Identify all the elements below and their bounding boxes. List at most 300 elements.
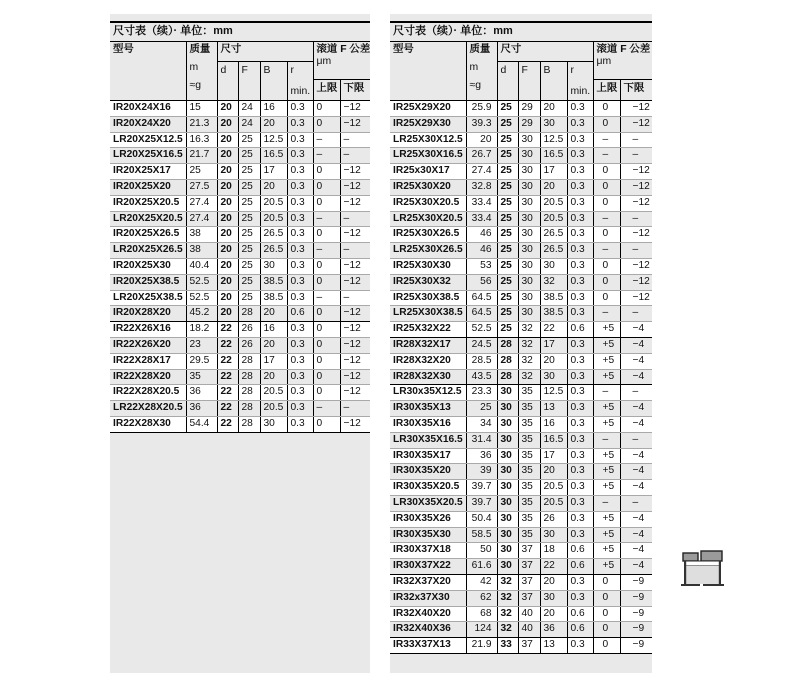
cell-d: 30 — [497, 480, 518, 496]
cell-upper: – — [593, 132, 620, 148]
cell-model: LR25X30X16.5 — [390, 148, 466, 164]
cell-B: 22 — [540, 559, 567, 575]
cell-mass: 52.5 — [186, 274, 217, 290]
cell-upper: – — [593, 243, 620, 259]
cell-F: 30 — [518, 211, 540, 227]
cell-upper: 0 — [313, 353, 340, 369]
cell-B: 13 — [540, 638, 567, 654]
cell-mass: 26.7 — [466, 148, 497, 164]
cell-upper: +5 — [593, 353, 620, 369]
cell-d: 20 — [217, 243, 238, 259]
cell-d: 25 — [497, 148, 518, 164]
cell-lower: −12 — [620, 179, 652, 195]
cell-lower: −12 — [340, 164, 370, 180]
table-row — [110, 322, 370, 338]
cell-r: 0.3 — [567, 495, 593, 511]
header-d: d — [217, 62, 238, 101]
cell-B: 20.5 — [540, 195, 567, 211]
cell-model: IR32x37X30 — [390, 590, 466, 606]
cell-r: 0.3 — [287, 401, 313, 417]
cell-F: 30 — [518, 243, 540, 259]
header-mass-grams: ≈g — [469, 80, 481, 91]
left-dimension-table — [110, 42, 370, 433]
cell-F: 37 — [518, 638, 540, 654]
cell-d: 22 — [217, 369, 238, 385]
cell-upper: – — [313, 211, 340, 227]
header-tolerance-unit: μm — [596, 56, 612, 67]
cell-upper: +5 — [593, 480, 620, 496]
cell-F: 40 — [518, 622, 540, 638]
table-row — [390, 101, 652, 117]
header-F: F — [238, 62, 260, 101]
table-row — [110, 101, 370, 117]
cell-model: IR20X25X38.5 — [110, 274, 186, 290]
cell-r: 0.3 — [567, 480, 593, 496]
cell-model: LR25X30X12.5 — [390, 132, 466, 148]
cell-F: 32 — [518, 337, 540, 353]
header-r — [567, 62, 593, 101]
cell-upper: +5 — [593, 337, 620, 353]
header-mass-label: 质量 — [469, 44, 491, 55]
cell-lower: −12 — [340, 227, 370, 243]
table-row — [390, 290, 652, 306]
cell-upper: +5 — [593, 559, 620, 575]
cell-mass: 42 — [466, 574, 497, 590]
cell-d: 30 — [497, 464, 518, 480]
cell-model: IR25X32X22 — [390, 322, 466, 338]
header-tolerance — [313, 42, 370, 80]
cell-model: LR22X28X20.5 — [110, 401, 186, 417]
cell-d: 30 — [497, 543, 518, 559]
cell-d: 20 — [217, 116, 238, 132]
cell-B: 38.5 — [540, 290, 567, 306]
cell-lower: −4 — [620, 480, 652, 496]
cell-upper: 0 — [593, 116, 620, 132]
cell-lower: – — [340, 211, 370, 227]
cell-upper: – — [313, 290, 340, 306]
cell-F: 35 — [518, 464, 540, 480]
cell-lower: −12 — [620, 101, 652, 117]
cell-mass: 54.4 — [186, 416, 217, 432]
cell-model: IR25X30X26.5 — [390, 227, 466, 243]
table-row — [390, 527, 652, 543]
cell-mass: 24.5 — [466, 337, 497, 353]
cell-r: 0.3 — [287, 132, 313, 148]
cell-model: IR20X25X17 — [110, 164, 186, 180]
cell-model: IR20X25X20.5 — [110, 195, 186, 211]
table-row — [390, 274, 652, 290]
header-r-label: r — [570, 65, 574, 76]
cell-model: IR32X40X36 — [390, 622, 466, 638]
cell-mass: 39 — [466, 464, 497, 480]
table-row — [110, 227, 370, 243]
cell-r: 0.3 — [567, 527, 593, 543]
header-tolerance-unit: μm — [316, 56, 332, 67]
cell-upper: 0 — [313, 116, 340, 132]
cell-r: 0.3 — [567, 132, 593, 148]
cell-lower: −12 — [340, 195, 370, 211]
cell-lower: −12 — [340, 385, 370, 401]
cell-model: LR30X35X16.5 — [390, 432, 466, 448]
cell-model: LR25X30X20.5 — [390, 211, 466, 227]
cell-mass: 61.6 — [466, 559, 497, 575]
cell-r: 0.6 — [567, 559, 593, 575]
cell-lower: −9 — [620, 590, 652, 606]
cell-lower: −12 — [340, 337, 370, 353]
cell-mass: 52.5 — [186, 290, 217, 306]
cell-mass: 23.3 — [466, 385, 497, 401]
table-row — [110, 116, 370, 132]
cell-upper: +5 — [593, 464, 620, 480]
cell-lower: −4 — [620, 511, 652, 527]
cell-mass: 46 — [466, 227, 497, 243]
cell-d: 30 — [497, 385, 518, 401]
cell-mass: 15 — [186, 101, 217, 117]
cell-upper: 0 — [313, 306, 340, 322]
cell-r: 0.3 — [567, 385, 593, 401]
table-row — [110, 211, 370, 227]
cell-r: 0.3 — [567, 401, 593, 417]
cell-B: 18 — [540, 543, 567, 559]
cell-F: 28 — [238, 369, 260, 385]
cell-F: 30 — [518, 274, 540, 290]
cell-lower: – — [340, 148, 370, 164]
cell-lower: −4 — [620, 416, 652, 432]
cell-mass: 43.5 — [466, 369, 497, 385]
cell-B: 20.5 — [540, 495, 567, 511]
table-row — [390, 432, 652, 448]
cell-r: 0.3 — [567, 227, 593, 243]
cell-lower: – — [620, 211, 652, 227]
cell-d: 30 — [497, 495, 518, 511]
cell-lower: −12 — [620, 290, 652, 306]
cell-model: IR30X35X20.5 — [390, 480, 466, 496]
cell-F: 32 — [518, 353, 540, 369]
cell-F: 28 — [238, 385, 260, 401]
cell-r: 0.3 — [287, 148, 313, 164]
cell-B: 20.5 — [540, 211, 567, 227]
table-row — [110, 306, 370, 322]
cell-F: 35 — [518, 495, 540, 511]
cell-model: IR30X37X22 — [390, 559, 466, 575]
table-row — [110, 337, 370, 353]
table-title: 尺寸表（续）· 单位：mm — [110, 21, 370, 42]
cell-r: 0.3 — [287, 101, 313, 117]
table-row — [390, 385, 652, 401]
cell-F: 35 — [518, 416, 540, 432]
cell-F: 25 — [238, 195, 260, 211]
cell-r: 0.3 — [287, 258, 313, 274]
cell-model: IR25X29X20 — [390, 101, 466, 117]
cell-B: 30 — [540, 369, 567, 385]
cell-lower: −4 — [620, 322, 652, 338]
cell-lower: −12 — [620, 227, 652, 243]
cell-F: 25 — [238, 258, 260, 274]
right-dimension-table — [390, 42, 652, 654]
table-row — [110, 258, 370, 274]
cell-F: 30 — [518, 227, 540, 243]
table-row — [110, 243, 370, 259]
cell-mass: 20 — [466, 132, 497, 148]
cell-B: 17 — [260, 164, 287, 180]
cell-lower: −4 — [620, 353, 652, 369]
cell-lower: – — [620, 243, 652, 259]
cell-lower: −4 — [620, 448, 652, 464]
cell-F: 37 — [518, 543, 540, 559]
cell-r: 0.6 — [567, 322, 593, 338]
cell-mass: 21.9 — [466, 638, 497, 654]
cell-d: 30 — [497, 559, 518, 575]
cell-lower: −12 — [620, 195, 652, 211]
cell-mass: 35 — [186, 369, 217, 385]
cell-lower: −4 — [620, 464, 652, 480]
table-title: 尺寸表（续）· 单位：mm — [390, 21, 652, 42]
table-row — [110, 164, 370, 180]
cell-upper: – — [593, 495, 620, 511]
cell-F: 28 — [238, 416, 260, 432]
cell-upper: 0 — [593, 101, 620, 117]
cell-r: 0.3 — [567, 148, 593, 164]
header-d: d — [497, 62, 518, 101]
cell-lower: −12 — [340, 101, 370, 117]
cell-mass: 21.3 — [186, 116, 217, 132]
cell-model: IR30X35X13 — [390, 401, 466, 417]
cell-d: 20 — [217, 290, 238, 306]
cell-d: 20 — [217, 211, 238, 227]
cell-B: 38.5 — [540, 306, 567, 322]
cell-d: 20 — [217, 132, 238, 148]
cell-r: 0.3 — [287, 416, 313, 432]
cell-B: 26.5 — [260, 243, 287, 259]
cell-r: 0.3 — [287, 195, 313, 211]
cell-F: 25 — [238, 211, 260, 227]
cell-upper: +5 — [593, 369, 620, 385]
left-table-panel — [110, 14, 370, 673]
table-row — [390, 495, 652, 511]
table-row — [110, 195, 370, 211]
cell-d: 32 — [497, 622, 518, 638]
header-mass-label: 质量 — [189, 44, 211, 55]
cell-model: IR28X32X20 — [390, 353, 466, 369]
cell-model: IR25X30X30 — [390, 258, 466, 274]
table-row — [390, 559, 652, 575]
cell-lower: −4 — [620, 401, 652, 417]
cell-lower: −4 — [620, 527, 652, 543]
table-row — [390, 258, 652, 274]
cell-upper: 0 — [593, 590, 620, 606]
table-row — [390, 401, 652, 417]
header-tolerance-label: 滚道 F 公差 — [316, 44, 371, 55]
cell-r: 0.6 — [567, 543, 593, 559]
table-row — [110, 148, 370, 164]
header-r-min: min. — [290, 86, 311, 97]
cell-model: IR30X35X17 — [390, 448, 466, 464]
cell-upper: 0 — [313, 101, 340, 117]
cell-lower: −12 — [620, 274, 652, 290]
cell-model: IR30X35X16 — [390, 416, 466, 432]
cell-mass: 23 — [186, 337, 217, 353]
table-row — [390, 590, 652, 606]
left-table-body — [110, 101, 370, 433]
cell-model: IR20X24X20 — [110, 116, 186, 132]
table-row — [390, 195, 652, 211]
table-row — [110, 401, 370, 417]
cell-F: 30 — [518, 290, 540, 306]
cell-r: 0.3 — [567, 574, 593, 590]
cell-mass: 31.4 — [466, 432, 497, 448]
cell-mass: 32.8 — [466, 179, 497, 195]
cell-F: 24 — [238, 101, 260, 117]
cell-r: 0.3 — [567, 448, 593, 464]
cell-mass: 38 — [186, 227, 217, 243]
cell-r: 0.3 — [287, 227, 313, 243]
header-tolerance — [593, 42, 652, 80]
cell-r: 0.3 — [287, 385, 313, 401]
cell-lower: −12 — [340, 274, 370, 290]
cell-d: 22 — [217, 385, 238, 401]
cell-mass: 25.9 — [466, 101, 497, 117]
cell-r: 0.3 — [567, 179, 593, 195]
cell-mass: 39.3 — [466, 116, 497, 132]
cell-r: 0.3 — [567, 638, 593, 654]
cell-B: 26 — [540, 511, 567, 527]
header-model: 型号 — [393, 44, 414, 55]
cell-r: 0.3 — [567, 101, 593, 117]
cell-r: 0.3 — [287, 243, 313, 259]
cell-mass: 33.4 — [466, 211, 497, 227]
cell-upper: – — [313, 243, 340, 259]
cell-r: 0.3 — [567, 337, 593, 353]
table-row — [390, 132, 652, 148]
cell-mass: 25 — [466, 401, 497, 417]
cell-B: 16 — [260, 322, 287, 338]
cell-r: 0.3 — [567, 306, 593, 322]
cell-d: 32 — [497, 574, 518, 590]
header-mass — [186, 42, 217, 101]
cell-r: 0.3 — [567, 211, 593, 227]
header-model: 型号 — [113, 44, 134, 55]
cell-B: 30 — [540, 527, 567, 543]
cell-mass: 27.5 — [186, 179, 217, 195]
cell-model: IR28X32X30 — [390, 369, 466, 385]
cell-model: IR33X37X13 — [390, 638, 466, 654]
cell-d: 25 — [497, 195, 518, 211]
header-B: B — [540, 62, 567, 101]
cell-B: 17 — [540, 164, 567, 180]
header-mass-m: m — [189, 62, 199, 73]
cell-upper: 0 — [313, 195, 340, 211]
table-row — [390, 353, 652, 369]
cell-B: 20.5 — [260, 385, 287, 401]
cell-model: IR30X35X30 — [390, 527, 466, 543]
cell-mass: 46 — [466, 243, 497, 259]
cell-r: 0.3 — [287, 353, 313, 369]
cell-mass: 50 — [466, 543, 497, 559]
cell-mass: 52.5 — [466, 322, 497, 338]
cell-F: 40 — [518, 606, 540, 622]
cell-r: 0.3 — [567, 116, 593, 132]
cell-mass: 62 — [466, 590, 497, 606]
cell-r: 0.3 — [287, 322, 313, 338]
cell-mass: 27.4 — [186, 195, 217, 211]
cell-lower: – — [340, 243, 370, 259]
table-row — [390, 148, 652, 164]
cell-d: 25 — [497, 164, 518, 180]
cell-lower: −12 — [620, 164, 652, 180]
cell-F: 30 — [518, 306, 540, 322]
cell-lower: −12 — [340, 416, 370, 432]
cell-model: IR32X37X20 — [390, 574, 466, 590]
cell-model: LR20X25X20.5 — [110, 211, 186, 227]
cell-upper: +5 — [593, 543, 620, 559]
cell-model: LR20X25X16.5 — [110, 148, 186, 164]
cell-mass: 58.5 — [466, 527, 497, 543]
cell-mass: 39.7 — [466, 480, 497, 496]
cell-upper: 0 — [313, 369, 340, 385]
header-upper-limit: 上限 — [313, 80, 340, 101]
cell-mass: 68 — [466, 606, 497, 622]
header-F: F — [518, 62, 540, 101]
cell-lower: −4 — [620, 337, 652, 353]
cell-model: IR30X35X20 — [390, 464, 466, 480]
cell-upper: 0 — [313, 227, 340, 243]
cell-d: 30 — [497, 527, 518, 543]
cell-B: 36 — [540, 622, 567, 638]
table-row — [390, 511, 652, 527]
cell-r: 0.3 — [287, 274, 313, 290]
cell-mass: 18.2 — [186, 322, 217, 338]
cell-d: 28 — [497, 353, 518, 369]
cell-lower: −12 — [340, 116, 370, 132]
cell-r: 0.3 — [567, 258, 593, 274]
cell-r: 0.3 — [567, 416, 593, 432]
cell-B: 30 — [260, 258, 287, 274]
cell-F: 35 — [518, 448, 540, 464]
cell-F: 25 — [238, 290, 260, 306]
cell-B: 16 — [260, 101, 287, 117]
table-row — [390, 179, 652, 195]
header-mass-grams: ≈g — [189, 80, 201, 91]
cell-F: 28 — [238, 401, 260, 417]
cell-B: 26.5 — [260, 227, 287, 243]
cell-mass: 45.2 — [186, 306, 217, 322]
cell-upper: 0 — [313, 164, 340, 180]
cell-model: IR22X28X17 — [110, 353, 186, 369]
cell-r: 0.3 — [567, 369, 593, 385]
cell-model: LR20X25X38.5 — [110, 290, 186, 306]
cell-upper: – — [593, 148, 620, 164]
cell-lower: – — [340, 401, 370, 417]
cell-model: IR32X40X20 — [390, 606, 466, 622]
cell-model: IR20X25X30 — [110, 258, 186, 274]
cell-F: 25 — [238, 274, 260, 290]
cell-d: 25 — [497, 243, 518, 259]
cell-lower: −12 — [340, 179, 370, 195]
cell-F: 25 — [238, 132, 260, 148]
cell-upper: 0 — [593, 622, 620, 638]
header-r-min: min. — [570, 86, 591, 97]
cell-lower: – — [620, 148, 652, 164]
cell-F: 30 — [518, 164, 540, 180]
cell-r: 0.3 — [287, 337, 313, 353]
cell-d: 30 — [497, 448, 518, 464]
cell-d: 25 — [497, 290, 518, 306]
cell-d: 28 — [497, 369, 518, 385]
bearing-cross-section-drawing — [681, 549, 725, 589]
cell-model: LR20X25X26.5 — [110, 243, 186, 259]
cell-r: 0.6 — [567, 622, 593, 638]
cell-model: IR20X25X20 — [110, 179, 186, 195]
